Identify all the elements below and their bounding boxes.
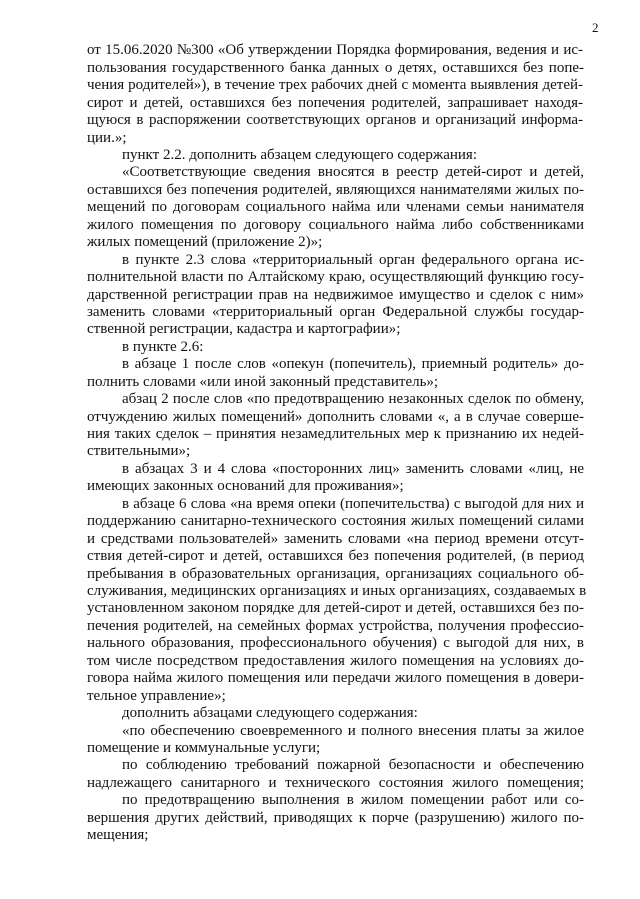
text-line-content: в абзаце 6 слова «на время опеки (попечительства) с выгодой для них и [122, 496, 584, 512]
text-line [0, 181, 640, 199]
page-number: 2 [592, 20, 599, 35]
text-line [0, 722, 640, 740]
text-line [0, 669, 640, 687]
text-line [0, 198, 640, 216]
text-line [0, 355, 640, 373]
text-line [0, 146, 640, 164]
text-line-content: в абзаце 1 после слов «опекун (попечитель), приемный родитель» до- [122, 356, 584, 372]
text-line-content: пребывания в образовательных организация, организациях социального об- [87, 566, 584, 582]
text-line-content: заменить словами «территориальный орган Федеральной службы государ- [87, 304, 584, 320]
text-line [0, 94, 640, 112]
text-line [0, 460, 640, 478]
text-line [0, 233, 640, 251]
text-line-content: мещения; [87, 827, 149, 843]
text-line-content: в абзацах 3 и 4 слова «посторонних лиц» заменить словами «лиц, не [122, 461, 584, 477]
text-line [0, 286, 640, 304]
text-line [0, 739, 640, 757]
text-line-content: ствительными»; [87, 443, 191, 459]
text-line-content: «Соответствующие сведения вносятся в реестр детей-сирот и детей, [122, 164, 584, 180]
text-line-content: чения родителей»), в течение трех рабочих дней с момента выявления детей- [87, 77, 583, 93]
text-line [0, 408, 640, 426]
text-line-content: говора найма жилого помещения или передачи жилого помещения в довери- [87, 670, 584, 686]
text-line [0, 599, 640, 617]
text-line-content: сирот и детей, оставшихся без попечения родителей, запрашивает находя- [87, 95, 583, 111]
text-line-content: от 15.06.2020 №300 «Об утверждении Порядка формирования, ведения и ис- [87, 42, 583, 58]
text-line [0, 442, 640, 460]
text-line-content: пользования государственного банка данных о детях, оставшихся без попе- [87, 60, 584, 76]
text-line-content: в пункте 2.3 слова «территориальный орган федерального органа ис- [122, 252, 584, 268]
text-line [0, 495, 640, 513]
text-line-content: абзац 2 после слов «по предотвращению незаконных сделок по обмену, [122, 391, 584, 407]
text-line-content: дарственной регистрации прав на недвижимое имущество и сделок с ним» [87, 287, 584, 303]
text-line-content: помещение и коммунальные услуги; [87, 740, 321, 756]
text-line [0, 338, 640, 356]
text-line-content: ственной регистрации, кадастра и картографии»; [87, 321, 401, 337]
text-line [0, 652, 640, 670]
text-line-content: установленном законом порядке для детей-сирот и детей, оставшихся без по- [87, 600, 584, 616]
text-line-content: оставшихся без попечения родителей, являющихся нанимателями жилых по- [87, 182, 584, 198]
text-line [0, 547, 640, 565]
text-line-content: надлежащего санитарного и технического состояния жилого помещения; [87, 775, 584, 791]
text-line [0, 268, 640, 286]
text-line [0, 687, 640, 705]
text-line [0, 634, 640, 652]
text-line [0, 826, 640, 844]
text-line [0, 129, 640, 147]
text-line [0, 774, 640, 792]
text-line-content: дополнить абзацами следующего содержания: [122, 705, 418, 721]
text-line-content: тельное управление»; [87, 688, 226, 704]
text-line [0, 390, 640, 408]
text-line [0, 425, 640, 443]
text-line-content: ния таких сделок – принятия незамедлительных мер к признанию их недей- [87, 426, 584, 442]
text-line-content: том числе посредством предоставления жилого помещения на условиях до- [87, 653, 584, 669]
text-line [0, 582, 640, 600]
text-line-content: «по обеспечению своевременного и полного внесения платы за жилое [122, 723, 584, 739]
text-line [0, 111, 640, 129]
text-line-content: по предотвращению выполнения в жилом помещении работ или со- [122, 792, 584, 808]
text-line [0, 59, 640, 77]
text-line-content: по соблюдению требований пожарной безопасности и обеспечению [122, 757, 584, 773]
text-line [0, 477, 640, 495]
text-line-content: жилого помещения по договору социального найма либо собственниками [87, 217, 584, 233]
text-line-content: печения родителей, на семейных формах устройства, получения профессио- [87, 618, 584, 634]
text-line-content: полнить словами «или иной законный представитель»; [87, 374, 439, 390]
text-line-content: жилых помещений (приложение 2)»; [87, 234, 323, 250]
text-line-content: отчуждению жилых помещений» дополнить словами «, а в случае соверше- [87, 409, 584, 425]
text-line [0, 704, 640, 722]
text-line-content: ции.»; [87, 130, 127, 146]
text-line-content: нального образования, профессионального обучения) с выгодой для них, в [87, 635, 584, 651]
text-line [0, 41, 640, 59]
text-line-content: в пункте 2.6: [122, 339, 204, 355]
text-line [0, 512, 640, 530]
text-line [0, 617, 640, 635]
text-line [0, 303, 640, 321]
text-line-content: поддержанию санитарно-технического состояния жилых помещений силами [87, 513, 584, 529]
text-line-content: полнительной власти по Алтайскому краю, осуществляющий функцию госу- [87, 269, 584, 285]
text-line [0, 756, 640, 774]
text-line-content: ствия детей-сирот и детей, оставшихся без попечения родителей, (в период [87, 548, 584, 564]
text-line [0, 320, 640, 338]
text-line-content: пункт 2.2. дополнить абзацем следующего содержания: [122, 147, 477, 163]
text-line-content: щуюся в распоряжении соответствующих органов и организаций информа- [87, 112, 583, 128]
text-line-content: мещений по договорам социального найма или членами семьи нанимателя [87, 199, 584, 215]
text-line-content: служивания, медицинских организациях и иных организациях, создаваемых в [87, 583, 587, 599]
text-line [0, 76, 640, 94]
text-line [0, 809, 640, 827]
text-line [0, 163, 640, 181]
text-line-content: и средствами пользователей» заменить словами «на период времени отсут- [87, 531, 584, 547]
text-line-content: имеющих законных оснований для проживания»; [87, 478, 404, 494]
text-line [0, 373, 640, 391]
text-line [0, 791, 640, 809]
text-line-content: вершения других действий, приводящих к порче (разрушению) жилого по- [87, 810, 584, 826]
text-line [0, 216, 640, 234]
text-line [0, 565, 640, 583]
text-line [0, 530, 640, 548]
text-line [0, 251, 640, 269]
